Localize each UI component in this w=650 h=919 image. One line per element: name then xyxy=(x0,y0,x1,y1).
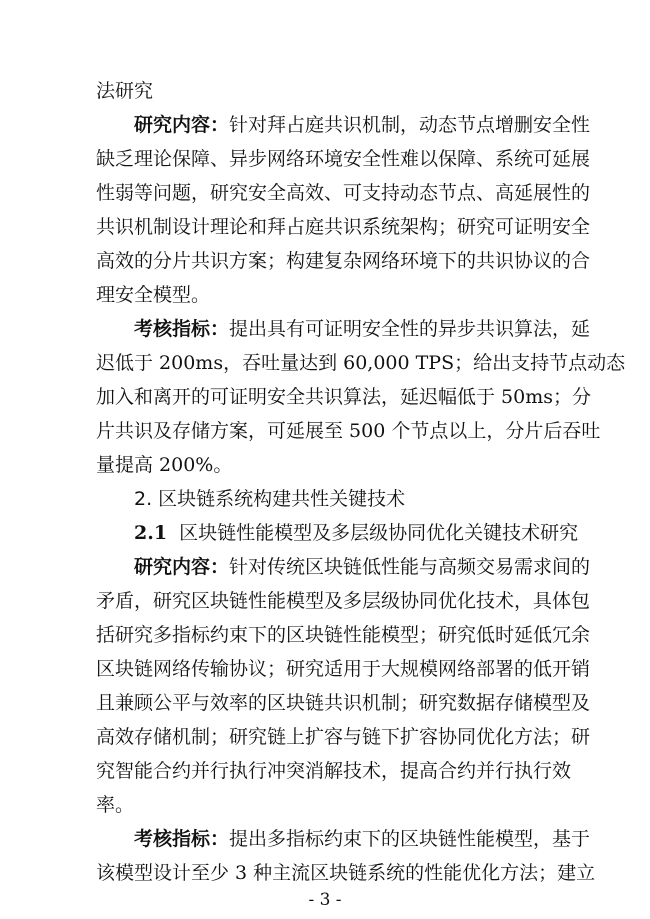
text-line: 性弱等问题，研究安全高效、可支持动态节点、高延展性的 xyxy=(96,182,591,204)
text-run: 针对拜占庭共识机制，动态节点增删安全性 xyxy=(229,114,591,136)
assessment-label: 考核指标： xyxy=(134,318,230,340)
text-line: 究智能合约并行执行冲突消解技术，提高合约并行执行效 xyxy=(96,760,572,782)
text-line: 迟低于 200ms，吞吐量达到 60,000 TPS；给出支持节点动态 xyxy=(96,352,626,374)
paragraph-first-line xyxy=(134,316,590,342)
paragraph-first-line xyxy=(134,826,590,852)
assessment-label: 考核指标： xyxy=(134,828,230,850)
text-line: 片共识及存储方案，可延展至 500 个节点以上，分片后吞吐 xyxy=(96,420,601,442)
text-line: 加入和离开的可证明安全共识算法，延迟幅低于 50ms；分 xyxy=(96,386,591,408)
text-run: 提出具有可证明安全性的异步共识算法，延 xyxy=(229,318,591,340)
text-line: 法研究 xyxy=(96,80,154,102)
subsection-heading xyxy=(134,520,578,546)
text-line: 量提高 200%。 xyxy=(96,454,233,476)
text-line: 率。 xyxy=(96,794,135,816)
text-run: 针对传统区块链低性能与高频交易需求间的 xyxy=(229,556,591,578)
text-run: 提出多指标约束下的区块链性能模型，基于 xyxy=(229,828,591,850)
text-line: 区块链网络传输协议；研究适用于大规模网络部署的低开销 xyxy=(96,658,591,680)
text-line: 共识机制设计理论和拜占庭共识系统架构；研究可证明安全 xyxy=(96,216,591,238)
text-line: 括研究多指标约束下的区块链性能模型；研究低时延低冗余 xyxy=(96,624,591,646)
section-heading: 2. 区块链系统构建共性关键技术 xyxy=(134,488,406,510)
research-content-label: 研究内容： xyxy=(134,114,230,136)
text-line: 理安全模型。 xyxy=(96,284,211,306)
paragraph-first-line xyxy=(134,112,590,138)
paragraph-first-line xyxy=(134,554,590,580)
text-line: 且兼顾公平与效率的区块链共识机制；研究数据存储模型及 xyxy=(96,692,591,714)
text-line: 矛盾，研究区块链性能模型及多层级协同优化技术，具体包 xyxy=(96,590,591,612)
research-content-label: 研究内容： xyxy=(134,556,230,578)
page-number: - 3 - xyxy=(308,890,342,910)
text-line: 该模型设计至少 3 种主流区块链系统的性能优化方法；建立 xyxy=(96,862,596,884)
text-line: 高效存储机制；研究链上扩容与链下扩容协同优化方法；研 xyxy=(96,726,591,748)
subsection-title: 区块链性能模型及多层级协同优化关键技术研究 xyxy=(179,522,579,544)
subsection-number: 2.1 xyxy=(134,522,168,544)
text-line: 缺乏理论保障、异步网络环境安全性难以保障、系统可延展 xyxy=(96,148,591,170)
text-line: 高效的分片共识方案；构建复杂网络环境下的共识协议的合 xyxy=(96,250,591,272)
